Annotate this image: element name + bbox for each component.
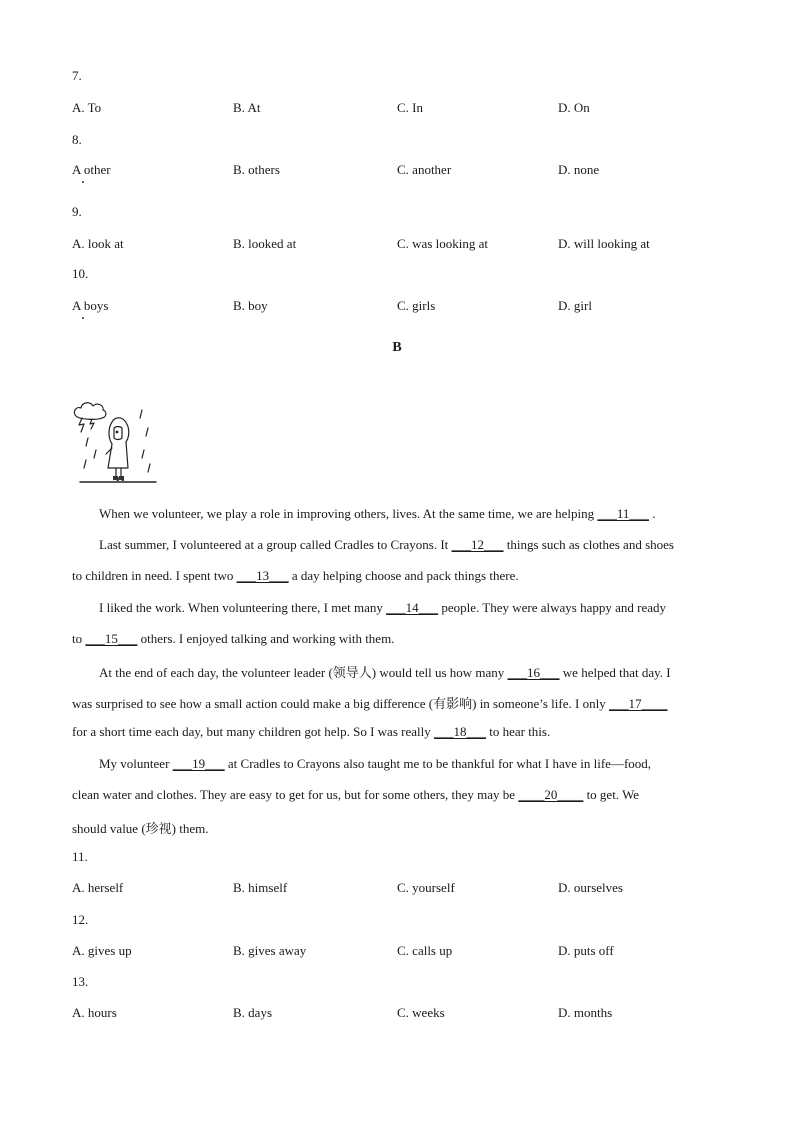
option-a: A. gives up — [72, 943, 132, 958]
option-b: B. days — [233, 1005, 272, 1020]
option-c: C. girls — [397, 298, 436, 313]
option-a: A. To — [72, 100, 102, 115]
option-d: D. On — [558, 100, 590, 115]
option-a: A. hours — [72, 1005, 117, 1020]
passage-text: My volunteer — [99, 756, 173, 771]
option-d: D. ourselves — [558, 880, 623, 895]
passage-text: to hear this. — [485, 724, 551, 739]
passage-line — [72, 724, 550, 740]
passage-text: . — [648, 506, 656, 521]
blank-13: ___13___ — [236, 568, 289, 583]
option-d: D. none — [558, 162, 600, 177]
option-c: C. another — [397, 162, 452, 177]
option-c: C. yourself — [397, 880, 455, 895]
option-a: A. look at — [72, 236, 124, 251]
passage-text: Last summer, I volunteered at a group called Cradles to Crayons. It — [99, 537, 452, 552]
rain-child-illustration — [68, 398, 160, 492]
passage-text: At the end of each day, the volunteer leader (领导人) would tell us how many — [99, 665, 508, 680]
passage-text: we helped that day. I — [559, 665, 671, 680]
passage-text: people. They were always happy and ready — [438, 600, 667, 615]
blank-17: ___17____ — [608, 696, 668, 711]
option-d: D. will looking at — [558, 236, 650, 251]
passage-line — [99, 600, 666, 616]
passage-line — [72, 631, 394, 647]
punctuation-dot — [82, 317, 84, 319]
passage-line — [99, 756, 651, 772]
passage-text: should value (珍视) them. — [72, 821, 209, 836]
passage-line — [72, 818, 208, 837]
question-number: 10. — [72, 266, 89, 281]
question-number: 8. — [72, 132, 82, 147]
question-number: 12. — [72, 912, 89, 927]
passage-line — [72, 568, 519, 584]
section-heading: B — [392, 340, 402, 355]
blank-12: ___12___ — [451, 537, 504, 552]
passage-line — [99, 662, 671, 681]
question-number: 7. — [72, 68, 82, 83]
option-c: C. In — [397, 100, 423, 115]
passage-text: When we volunteer, we play a role in improving others, lives. At the same time, we are helping — [99, 506, 598, 521]
question-number: 9. — [72, 204, 82, 219]
option-b: B. looked at — [233, 236, 297, 251]
blank-11: ___11___ — [597, 506, 649, 521]
blank-14: ___14___ — [386, 600, 439, 615]
passage-line — [72, 787, 639, 803]
option-b: B. boy — [233, 298, 268, 313]
blank-20: ____20____ — [518, 787, 584, 802]
passage-text: clean water and clothes. They are easy to get for us, but for some others, they may be — [72, 787, 519, 802]
option-d: D. girl — [558, 298, 592, 313]
blank-18: ___18___ — [433, 724, 486, 739]
option-d: D. months — [558, 1005, 613, 1020]
option-c: C. calls up — [397, 943, 453, 958]
passage-text: at Cradles to Crayons also taught me to be thankful for what I have in life—food, — [224, 756, 652, 771]
passage-text: for a short time each day, but many children got help. So I was really — [72, 724, 434, 739]
option-a: A other — [72, 162, 111, 177]
passage-text: others. I enjoyed talking and working with them. — [137, 631, 395, 646]
option-b: B. At — [233, 100, 261, 115]
question-number: 11. — [72, 849, 88, 864]
passage-text: to get. We — [583, 787, 640, 802]
passage-text: to — [72, 631, 86, 646]
option-a: A boys — [72, 298, 109, 313]
option-b: B. others — [233, 162, 280, 177]
blank-15: ___15___ — [85, 631, 138, 646]
passage-text: a day helping choose and pack things there. — [288, 568, 519, 583]
option-a: A. herself — [72, 880, 124, 895]
question-number: 13. — [72, 974, 89, 989]
punctuation-dot — [82, 181, 84, 183]
passage-line — [99, 537, 674, 553]
passage-text: was surprised to see how a small action could make a big difference (有影响) in someone’s life. I only — [72, 696, 609, 711]
option-c: C. weeks — [397, 1005, 445, 1020]
blank-19: ___19___ — [172, 756, 225, 771]
blank-16: ___16___ — [507, 665, 560, 680]
option-b: B. gives away — [233, 943, 307, 958]
passage-line — [99, 506, 655, 522]
passage-text: to children in need. I spent two — [72, 568, 237, 583]
option-d: D. puts off — [558, 943, 614, 958]
passage-line — [72, 693, 667, 712]
passage-text: things such as clothes and shoes — [503, 537, 674, 552]
passage-text: I liked the work. When volunteering there, I met many — [99, 600, 387, 615]
option-c: C. was looking at — [397, 236, 488, 251]
option-b: B. himself — [233, 880, 288, 895]
